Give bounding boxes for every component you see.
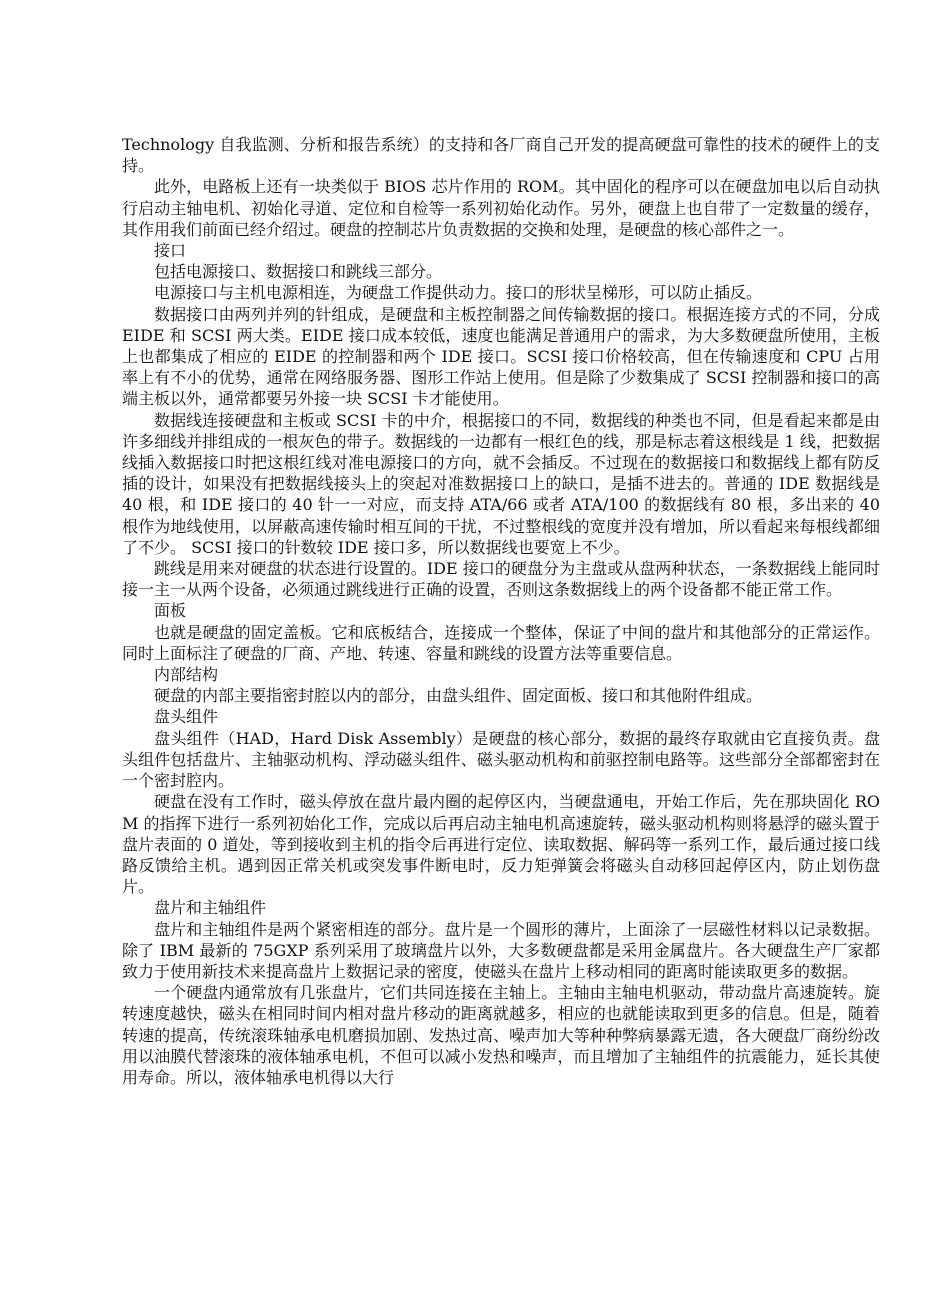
paragraph-spindle: 一个硬盘内通常放有几张盘片，它们共同连接在主轴上。主轴由主轴电机驱动，带动盘片高速旋转。旋转速度越快，磁头在相同时间内相对盘片移动的距离就越多，相应的也就能读取到更多的信息。但是，随着转速的提高，传统滚珠轴承电机磨损加剧、发热过高、噪声加大等种种弊病暴露无遗，各大硬盘厂商纷纷改用以油膜代替滚珠的液体轴承电机，不但可以减小发热和噪声，而且增加了主轴组件的抗震能力，延长其使用寿命。所以，液体轴承电机得以大行 [122,983,880,1087]
paragraph-data-interface: 数据接口由两列并列的针组成，是硬盘和主板控制器之间传输数据的接口。根据连接方式的不同，分成 EIDE 和 SCSI 两大类。EIDE 接口成本较低，速度也能满足普通用户的需求，为大多数硬盘所使用，主板上也都集成了相应的 EIDE 的控制器和两个 IDE 接口。SCSI 接口价格较高，但在传输速度和 CPU 占用率上有不小的优势，通常在网络服务器、图形工作站上使用。但是除了少数集成了 SCSI 控制器和接口的高端主板以外，通常都要另外接一块 SCSI 卡才能使用。 [122,304,880,409]
paragraph-power-interface: 电源接口与主机电源相连，为硬盘工作提供动力。接口的形状呈梯形，可以防止插反。 [154,283,763,303]
section-heading-panel: 面板 [154,601,187,621]
paragraph-internal-structure: 硬盘的内部主要指密封腔以内的部分，由盘头组件、固定面板、接口和其他附件组成。 [154,686,763,706]
paragraph-jumper: 跳线是用来对硬盘的状态进行设置的。IDE 接口的硬盘分为主盘或从盘两种状态，一条数据线上能同时接一主一从两个设备，必须通过跳线进行正确的设置，否则这条数据线上的两个设备都不能正常工作。 [122,559,880,600]
section-heading-head-assembly: 盘头组件 [154,707,219,727]
paragraph-rom: 此外，电路板上还有一块类似于 BIOS 芯片作用的 ROM。其中固化的程序可以在硬盘加电以后自动执行启动主轴电机、初始化寻道、定位和自检等一系列初始化动作。另外，硬盘上也自带了一定数量的缓存，其作用我们前面已经介绍过。硬盘的控制芯片负责数据的交换和处理，是硬盘的核心部件之一。 [122,177,880,239]
section-heading-platter-spindle: 盘片和主轴组件 [154,898,267,918]
paragraph-panel: 也就是硬盘的固定盖板。它和底板结合，连接成一个整体，保证了中间的盘片和其他部分的正常运作。同时上面标注了硬盘的厂商、产地、转速、容量和跳线的设置方法等重要信息。 [122,622,880,663]
paragraph-data-cable: 数据线连接硬盘和主板或 SCSI 卡的中介，根据接口的不同，数据线的种类也不同，但是看起来都是由许多细线并排组成的一根灰色的带子。数据线的一边都有一根红色的线，那是标志着这根线是 1 线，把数据线插入数据接口时把这根红线对准电源接口的方向，就不会插反。不过现在的数据接口和数据线上都有防反插的设计，如果没有把数据线接头上的突起对准数据接口上的缺口，是插不进去的。普通的 IDE 数据线是 40 根，和 IDE 接口的 40 针一一对应，而支持 ATA/66 或者 ATA/100 的数据线有 80 根，多出来的 40 根作为地线使用，以屏蔽高速传输时相互间的干扰，不过整根线的宽度并没有增加，所以看起来每根线都细了不少。 SCSI 接口的针数较 IDE 接口多，所以数据线也要宽上不少。 [122,410,880,557]
paragraph-head-assembly: 盘头组件（HAD，Hard Disk Assembly）是硬盘的核心部分，数据的最终存取就由它直接负责。盘头组件包括盘片、主轴驱动机构、浮动磁头组件、磁头驱动机构和前驱控制电路等。这些部分全部都密封在一个密封腔内。 [122,728,880,791]
document-page [122,134,880,1088]
section-heading-interface: 接口 [154,241,187,261]
section-heading-internal-structure: 内部结构 [154,665,219,685]
paragraph-continuation: Technology 自我监测、分析和报告系统）的支持和各厂商自己开发的提高硬盘可靠性的技术的硬件上的支持。 [122,135,880,176]
paragraph-head-operation: 硬盘在没有工作时，磁头停放在盘片最内圈的起停区内，当硬盘通电，开始工作后，先在那块固化 ROM 的指挥下进行一系列初始化工作，完成以后再启动主轴电机高速旋转，磁头驱动机构则将悬浮的磁头置于盘片表面的 0 道处，等到接收到主机的指令后再进行定位、读取数据、解码等一系列工作，最后通过接口线路反馈给主机。遇到因正常关机或突发事件断电时，反力矩弹簧会将磁头自动移回起停区内，防止划伤盘片。 [122,792,880,897]
paragraph-interface-parts: 包括电源接口、数据接口和跳线三部分。 [154,262,443,282]
paragraph-platter: 盘片和主轴组件是两个紧密相连的部分。盘片是一个圆形的薄片，上面涂了一层磁性材料以记录数据。除了 IBM 最新的 75GXP 系列采用了玻璃盘片以外，大多数硬盘都是采用金属盘片。各大硬盘生产厂家都致力于使用新技术来提高盘片上数据记录的密度，使磁头在盘片上移动相同的距离时能读取更多的数据。 [122,919,880,981]
